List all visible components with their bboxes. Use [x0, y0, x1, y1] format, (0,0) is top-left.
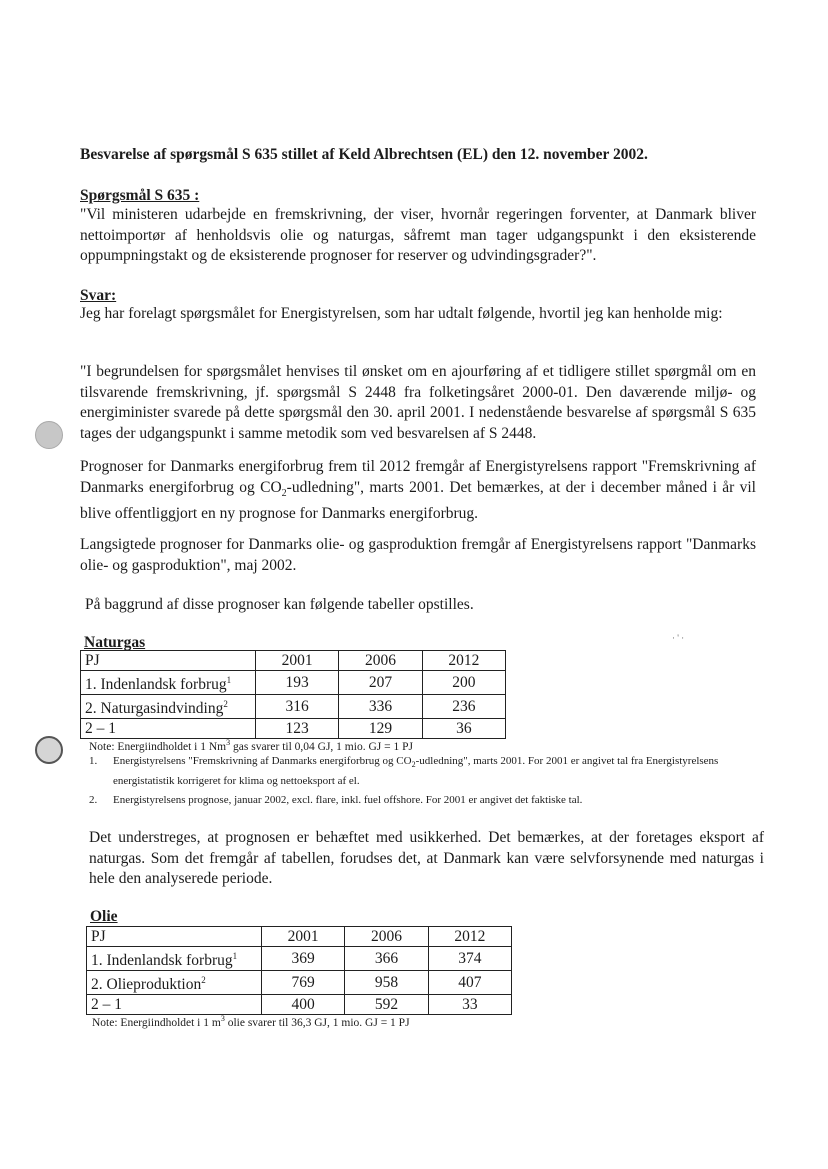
- table-cell: 2. Olieproduktion$^2$: [87, 971, 262, 995]
- footnote-2: [89, 792, 769, 810]
- table-row: [87, 971, 512, 995]
- table-cell: PJ: [87, 927, 262, 947]
- question-heading: Spørgsmål S 635 :: [80, 187, 200, 204]
- answer-paragraph-2: Prognoser for Danmarks energiforbrug frem til 2012 fremgår af Energistyrelsens rapport "Fremskrivning af Danmarks energiforbrug og $CO_2$-udledning", marts 2001. Det bemærkes, at der i december måned i år vil blive offentliggjort en ny prognose for Danmarks energiforbrug.: [80, 458, 756, 523]
- punch-hole-upper: [35, 421, 63, 449]
- question-text: "Vil ministeren udarbejde en fremskrivning, der viser, hvornår regeringen forventer, at Danmark bliver nettoimportør af henholdsvis olie og naturgas, såfremt man tager udgangspunkt i den eksisterende oppumpningstakt og de eksisterende prognoser for reserver og udvindingsgrader?".: [80, 206, 756, 264]
- table-cell: 2012: [422, 651, 505, 671]
- answer-paragraph-3: Langsigtede prognoser for Danmarks olie- og gasproduktion fremgår af Energistyrelsens rapport "Danmarks olie- og gasproduktion", maj 2002.: [80, 536, 756, 574]
- table-cell: 2001: [256, 651, 339, 671]
- answer-paragraph-4: På baggrund af disse prognoser kan følgende tabeller opstilles.: [85, 596, 474, 613]
- table-cell: 958: [345, 971, 428, 995]
- answer-paragraph-1: "I begrundelsen for spørgsmålet henvises til ønsket om en ajourføring af et tidligere stillet spørgmål om en tilsvarende fremskrivning, jf. spørgsmål S 2448 fra folketingsåret 2000-01. Den daværende miljø- og energiminister svarede på dette spørgsmål den 30. april 2001. I nedenstående besvarelse af spørgsmål S 635 tages der udgangspunkt i samme metodik som ved besvarelsen af S 2448.: [80, 363, 756, 442]
- table-header-row: [81, 651, 506, 671]
- table-cell: 236: [422, 695, 505, 719]
- table-cell: 316: [256, 695, 339, 719]
- table-cell: 129: [339, 719, 422, 739]
- table-cell: 592: [345, 995, 428, 1015]
- olie-heading: Olie: [90, 908, 118, 925]
- table-cell: 193: [256, 671, 339, 695]
- answer-intro: Jeg har forelagt spørgsmålet for Energistyrelsen, som har udtalt følgende, hvortil jeg kan henholde mig:: [80, 305, 723, 322]
- table-cell: 2001: [262, 927, 345, 947]
- table-cell: 1. Indenlandsk forbrug$^1$: [87, 947, 262, 971]
- naturgas-heading: Naturgas: [84, 634, 146, 651]
- naturgas-note: Note: Energiindholdet i 1 Nm$^3$ gas svarer til 0,04 GJ, 1 mio. GJ = 1 PJ: [89, 738, 413, 753]
- document-title: Besvarelse af spørgsmål S 635 stillet af Keld Albrechtsen (EL) den 12. november 2002.: [80, 146, 648, 163]
- table-row: [81, 671, 506, 695]
- table-cell: 2. Naturgasindvinding$^2$: [81, 695, 256, 719]
- footnote-text: Energistyrelsens "Fremskrivning af Danmarks energiforbrug og $CO_2$-udledning", marts 2001. For 2001 er angivet tal fra Energistyrelsens energistatistik korrigeret for klima og nettoeksport af el.: [113, 755, 719, 788]
- olie-table: [86, 926, 512, 1015]
- punch-hole-lower: [35, 736, 63, 764]
- olie-note: Note: Energiindholdet i 1 $m^3$ olie svarer til 36,3 GJ, 1 mio. GJ = 1 PJ: [92, 1014, 410, 1029]
- footnote-1: [89, 753, 769, 789]
- footnote-number: 2.: [89, 794, 98, 806]
- footnote-text: Energistyrelsens prognose, januar 2002, excl. flare, inkl. fuel offshore. For 2001 er angivet det faktiske tal.: [113, 794, 583, 806]
- table-header-row: [87, 927, 512, 947]
- table-cell: 366: [345, 947, 428, 971]
- table-cell: 2006: [345, 927, 428, 947]
- footnote-number: 1.: [89, 755, 98, 767]
- table-cell: 2012: [428, 927, 511, 947]
- table-cell: 374: [428, 947, 511, 971]
- table-cell: 2 – 1: [87, 995, 262, 1015]
- answer-heading: Svar:: [80, 287, 117, 304]
- table-cell: 36: [422, 719, 505, 739]
- table-cell: 369: [262, 947, 345, 971]
- paragraph-usikkerhed: Det understreges, at prognosen er behæftet med usikkerhed. Det bemærkes, at der foretages eksport af naturgas. Som det fremgår af tabellen, forudses det, at Danmark kan være selvforsynende med naturgas i hele den analyserede periode.: [89, 829, 764, 887]
- table-cell: 200: [422, 671, 505, 695]
- table-cell: 123: [256, 719, 339, 739]
- table-cell: 2 – 1: [81, 719, 256, 739]
- table-cell: 1. Indenlandsk forbrug$^1$: [81, 671, 256, 695]
- table-cell: PJ: [81, 651, 256, 671]
- table-cell: 207: [339, 671, 422, 695]
- naturgas-table: [80, 650, 506, 739]
- table-cell: 336: [339, 695, 422, 719]
- table-cell: 400: [262, 995, 345, 1015]
- table-cell: 407: [428, 971, 511, 995]
- table-cell: 2006: [339, 651, 422, 671]
- table-row: [87, 947, 512, 971]
- table-cell: 769: [262, 971, 345, 995]
- table-cell: 33: [428, 995, 511, 1015]
- table-row: [81, 695, 506, 719]
